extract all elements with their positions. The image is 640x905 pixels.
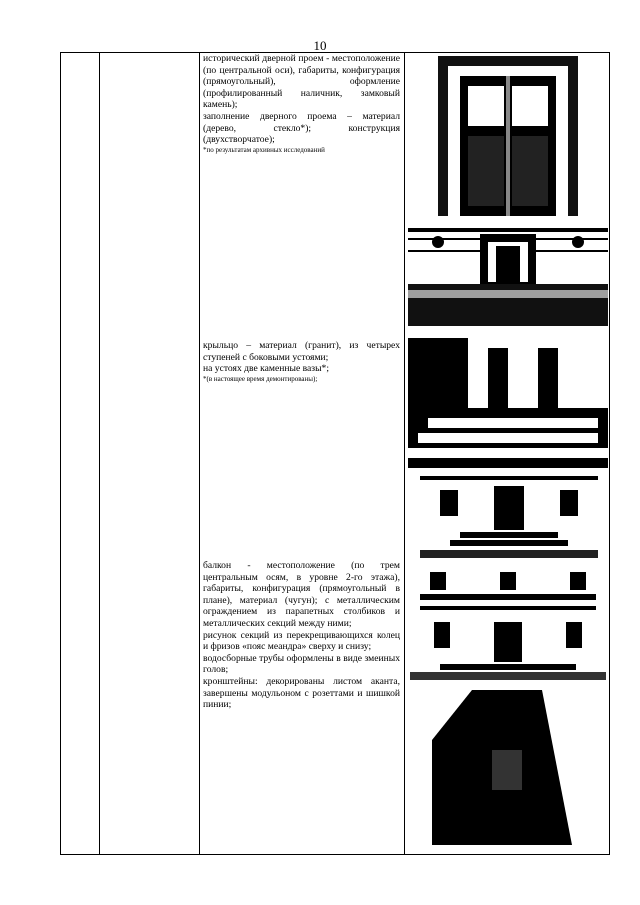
description-porch [203, 340, 400, 384]
paragraph: крыльцо – материал (гранит), из четырех ступеней с боковыми устоями; [203, 340, 400, 363]
description-doorway [203, 53, 400, 155]
paragraph: кронштейны: декорированы листом аканта, завершены модульоном с розеттами и шишкой пинии; [203, 675, 400, 711]
paragraph: балкон - местоположение (по трем центральным осям, в уровне 2-го этажа), габариты, конфигурация (прямоугольный в плане), материал (чугун); с металлическим ограждением из парапетных столбиков и металлических секций между ними; [203, 560, 400, 629]
photo-facade-porch [420, 476, 598, 558]
paragraph: водосборные трубы оформлены в виде змеиных голов; [203, 652, 400, 676]
description-balcony [203, 560, 400, 711]
page-number: 10 [313, 38, 327, 53]
photo-doorway [438, 56, 578, 216]
paragraph: рисунок секций из перекрещивающихся колец и фризов «пояс меандра» сверху и снизу; [203, 629, 400, 653]
column-divider [99, 53, 100, 854]
column-divider [199, 53, 200, 854]
paragraph: заполнение дверного проема – материал (дерево, стекло*); конструкция (двухстворчатое); [203, 110, 400, 146]
photo-porch [408, 338, 608, 468]
footnote: *по результатам архивных исследований [203, 145, 325, 154]
photo-archive-group [408, 228, 608, 326]
photo-balcony [410, 566, 606, 680]
column-divider [404, 53, 405, 854]
paragraph: исторический дверной проем - местоположение (по центральной оси), габариты, конфигурация (прямоугольный), оформление (профилированный наличник, замковый камень); [203, 53, 400, 111]
photo-bracket [432, 690, 582, 845]
footnote: *(в настоящее время демонтированы); [203, 374, 318, 383]
paragraph: на устоях две каменные вазы*; [203, 363, 329, 375]
